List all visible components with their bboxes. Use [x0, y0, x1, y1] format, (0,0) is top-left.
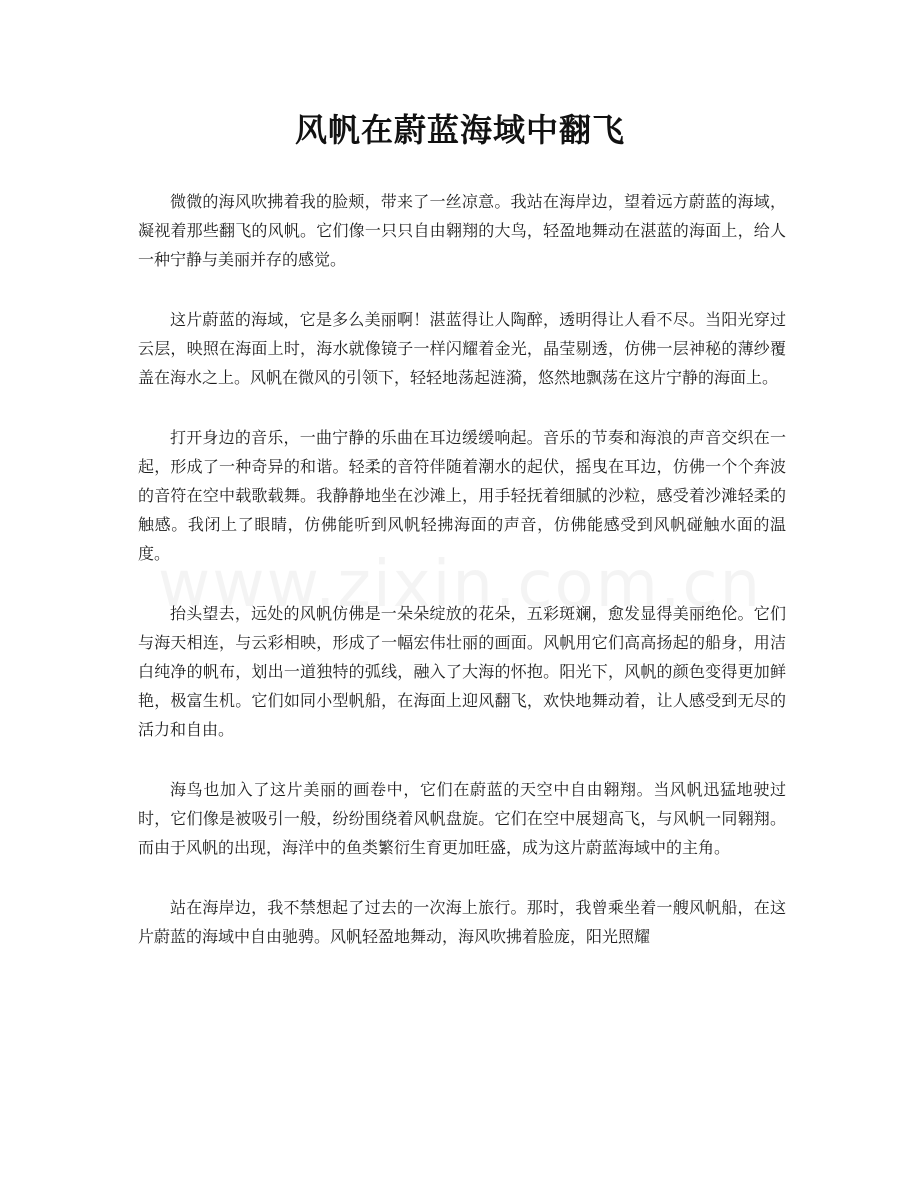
- paragraph-5: 海鸟也加入了这片美丽的画卷中，它们在蔚蓝的天空中自由翱翔。当风帆迅猛地驶过时，它们像是被吸引一般，纷纷围绕着风帆盘旋。它们在空中展翅高飞，与风帆一同翱翔。而由于风帆的出现，海洋中的鱼类繁衍生育更加旺盛，成为这片蔚蓝海域中的主角。: [138, 780, 786, 857]
- paragraph-2: 这片蔚蓝的海域，它是多么美丽啊！湛蓝得让人陶醉，透明得让人看不尽。当阳光穿过云层，映照在海面上时，海水就像镜子一样闪耀着金光，晶莹剔透，仿佛一层神秘的薄纱覆盖在海水之上。风帆在微风的引领下，轻轻地荡起涟漪，悠然地飘荡在这片宁静的海面上。: [138, 310, 786, 387]
- paragraph-6: 站在海岸边，我不禁想起了过去的一次海上旅行。那时，我曾乘坐着一艘风帆船，在这片蔚蓝的海域中自由驰骋。风帆轻盈地舞动，海风吹拂着脸庞，阳光照耀: [138, 898, 786, 946]
- document-title: 风帆在蔚蓝海域中翻飞: [294, 111, 625, 149]
- paragraph-3: 打开身边的音乐，一曲宁静的乐曲在耳边缓缓响起。音乐的节奏和海浪的声音交织在一起，形成了一种奇异的和谐。轻柔的音符伴随着潮水的起伏，摇曳在耳边，仿佛一个个奔波的音符在空中载歌载舞。我静静地坐在沙滩上，用手轻抚着细腻的沙粒，感受着沙滩轻柔的触感。我闭上了眼睛，仿佛能听到风帆轻拂海面的声音，仿佛能感受到风帆碰触水面的温度。: [138, 428, 786, 563]
- paragraph-4: 抬头望去，远处的风帆仿佛是一朵朵绽放的花朵，五彩斑斓，愈发显得美丽绝伦。它们与海天相连，与云彩相映，形成了一幅宏伟壮丽的画面。风帆用它们高高扬起的船身，用洁白纯净的帆布，划出一道独特的弧线，融入了大海的怀抱。阳光下，风帆的颜色变得更加鲜艳，极富生机。它们如同小型帆船，在海面上迎风翻飞，欢快地舞动着，让人感受到无尽的活力和自由。: [138, 604, 786, 739]
- paragraph-1: 微微的海风吹拂着我的脸颊，带来了一丝凉意。我站在海岸边，望着远方蔚蓝的海域，凝视着那些翻飞的风帆。它们像一只只自由翱翔的大鸟，轻盈地舞动在湛蓝的海面上，给人一种宁静与美丽并存的感觉。: [138, 192, 786, 269]
- document-body: [138, 187, 786, 982]
